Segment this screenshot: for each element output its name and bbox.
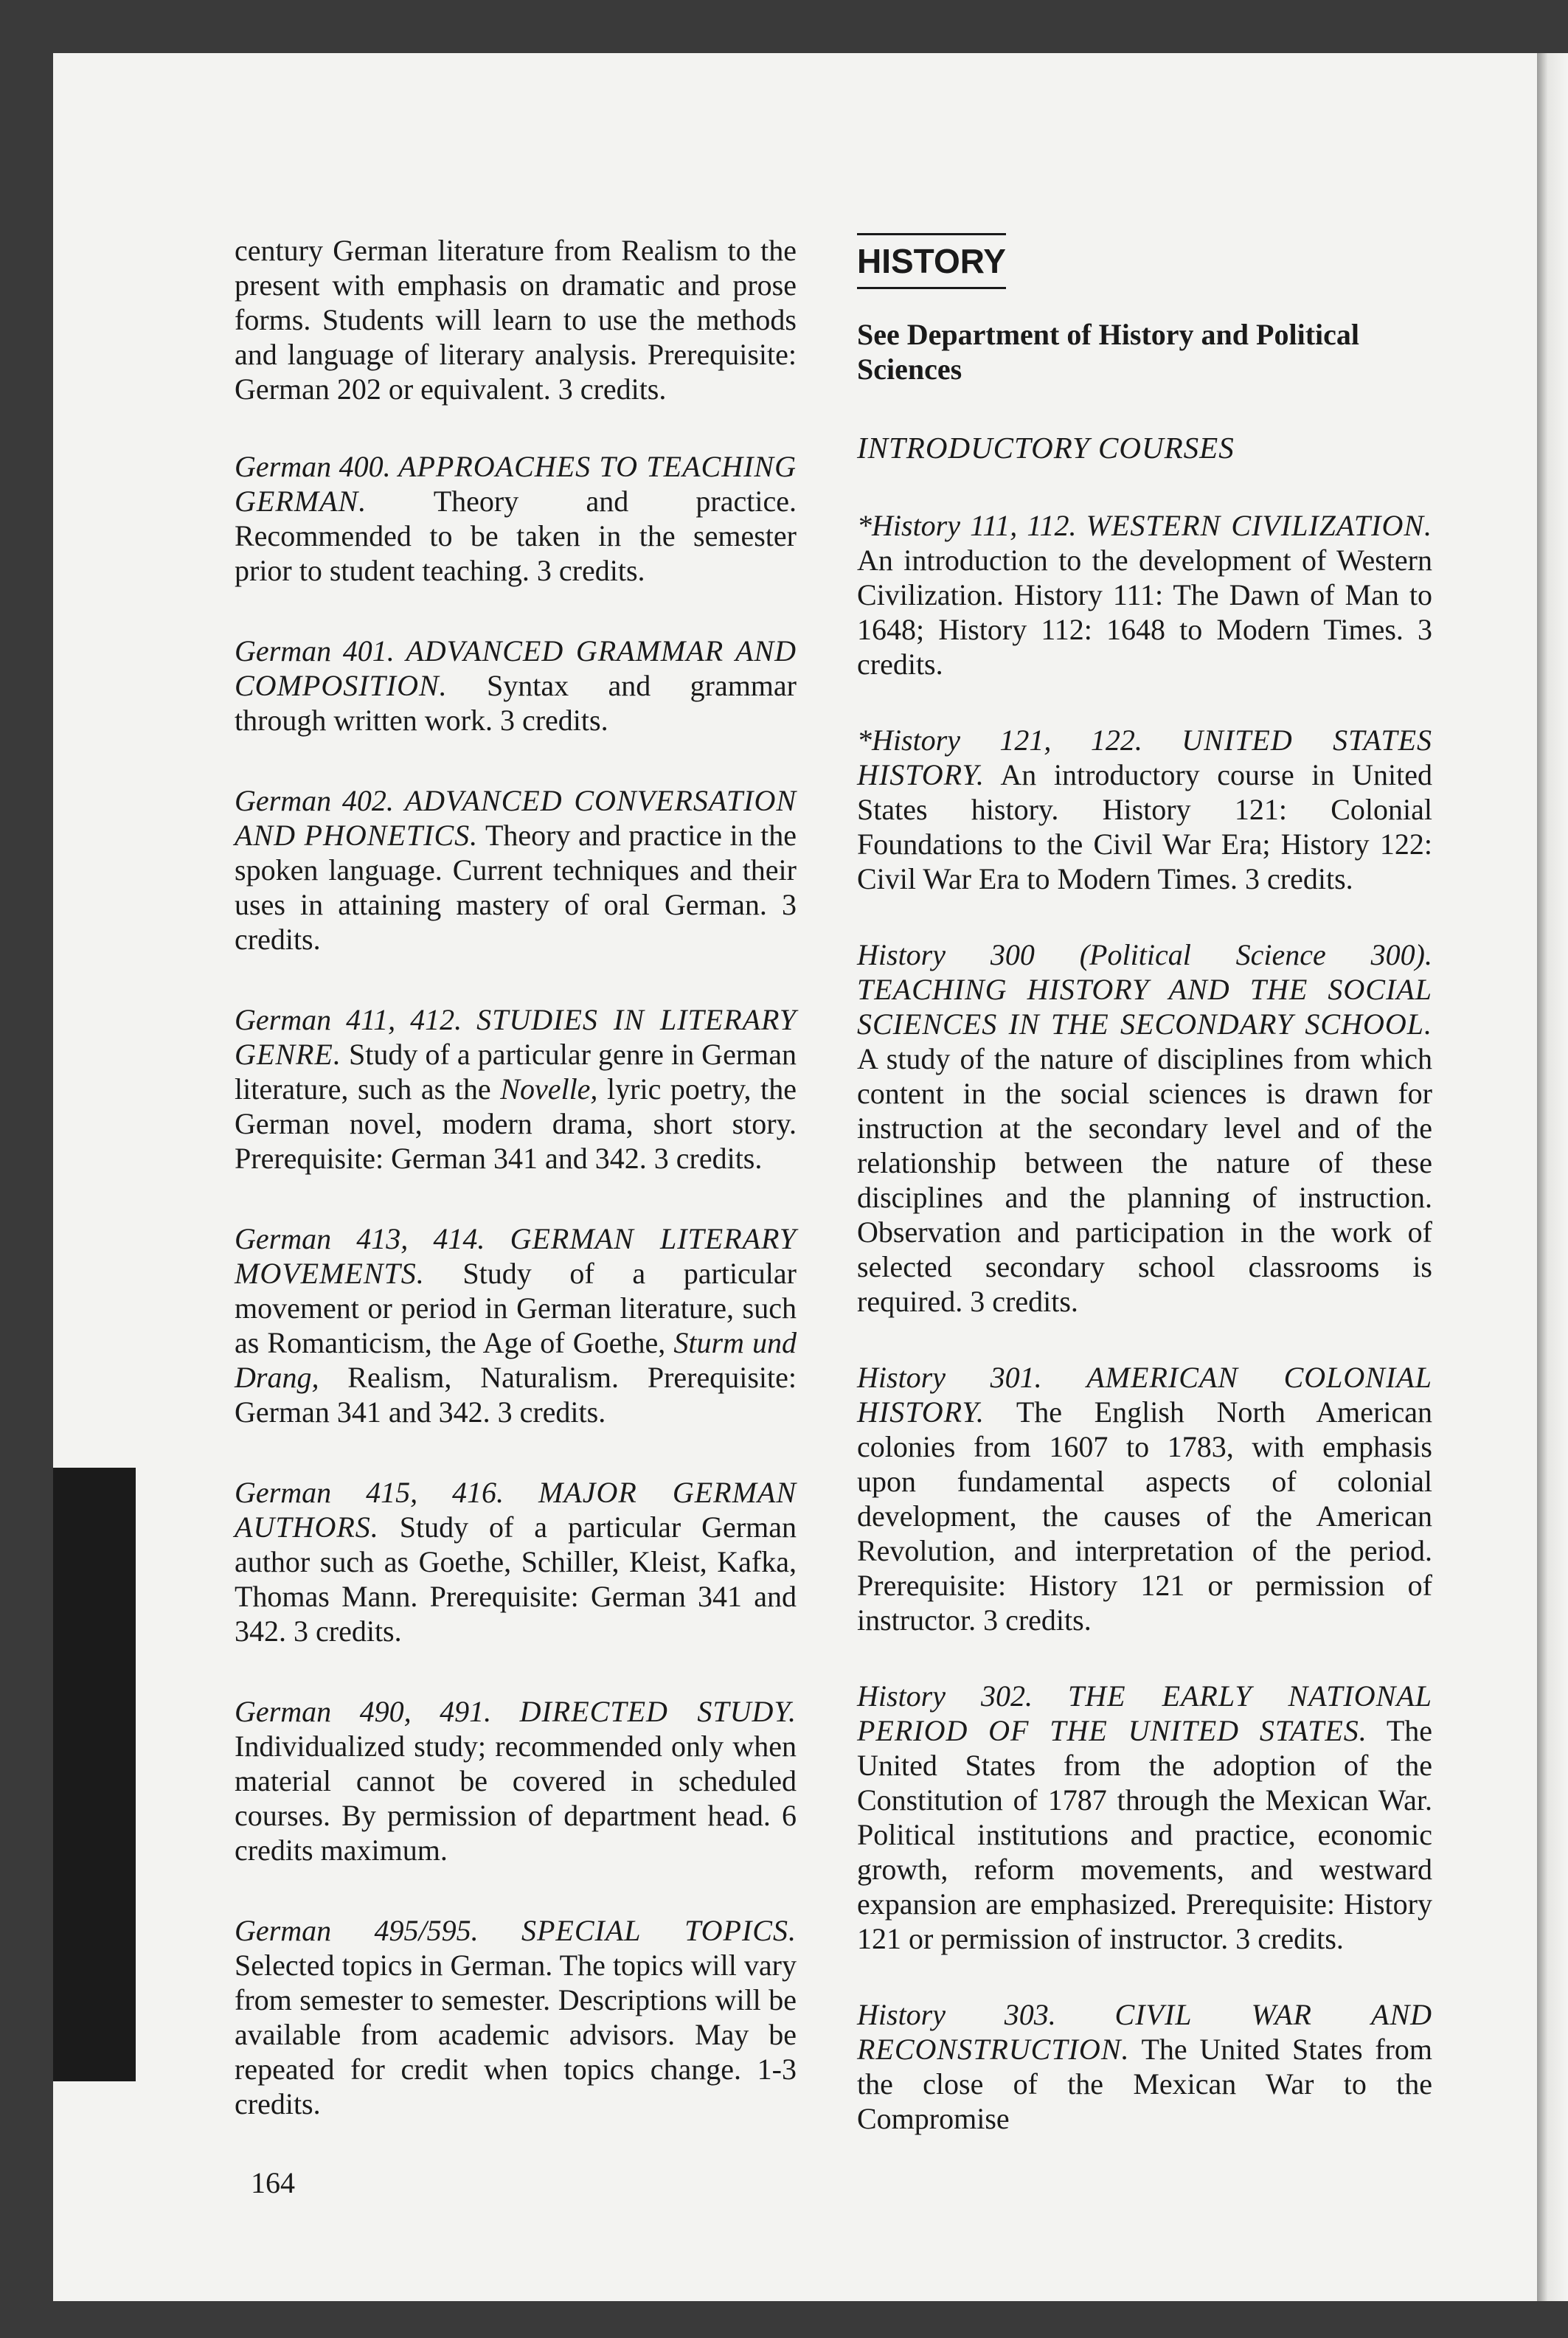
course-title: THE EARLY NATIONAL PERIOD OF THE UNITED STATES. — [857, 1679, 1432, 1747]
course-description: Selected topics in German. The topics will vary from semester to semester. Descriptions will be available from academic advisors. May be repeated for credit when topics change. 1-3 credits. — [235, 1949, 797, 2120]
course-number: History 301. — [857, 1361, 1042, 1394]
course-entry — [857, 937, 1432, 1319]
course-number: History 303. — [857, 1998, 1056, 2031]
subsection-heading: INTRODUCTORY COURSES — [857, 431, 1235, 465]
course-title: ADVANCED CONVERSATION AND PHONETICS. — [235, 784, 797, 852]
page-edge-tab — [53, 1468, 136, 2081]
course-entry — [857, 508, 1432, 681]
course-number: German 413, 414. — [235, 1222, 485, 1255]
course-entry — [857, 1997, 1432, 2136]
adjacent-page-edge — [1537, 53, 1568, 2301]
course-number: German 401. — [235, 634, 395, 667]
course-description: Theory and practice in the spoken language. Current techniques and their uses in attaining mastery of oral German. 3 credits. — [235, 819, 797, 956]
section-heading: HISTORY — [857, 233, 1006, 289]
course-number: German 415, 416. — [235, 1476, 504, 1509]
course-number: German 490, 491. — [235, 1695, 492, 1728]
course-description: An introduction to the development of Western Civilization. History 111: The Dawn of Man to 1648; History 112: 1648 to Modern Times. 3 credits. — [857, 544, 1432, 681]
course-number: *History 121, 122. — [857, 724, 1142, 757]
course-title: DIRECTED STUDY. — [519, 1695, 797, 1728]
course-title: APPROACHES TO TEACHING GERMAN. — [235, 450, 797, 518]
course-number: German 411, 412. — [235, 1003, 462, 1036]
course-entry — [235, 1221, 797, 1429]
course-description: The United States from the close of the Mexican War to the Compromise — [857, 2033, 1432, 2135]
course-description: Study of a particular German author such as Goethe, Schiller, Kleist, Kafka, Thomas Mann. Prerequisite: German 341 and 342. 3 credits. — [235, 1510, 797, 1648]
page-number: 164 — [251, 2166, 295, 2199]
course-entry — [235, 783, 797, 957]
course-description-italic: Sturm und Drang, — [235, 1326, 797, 1394]
course-title: TEACHING HISTORY AND THE SOCIAL SCIENCES IN THE SECONDARY SCHOOL. — [857, 973, 1432, 1041]
course-title: WESTERN CIVILIZATION. — [1086, 509, 1433, 542]
course-number: History 302. — [857, 1679, 1033, 1713]
course-title: GERMAN LITERARY MOVEMENTS. — [235, 1222, 797, 1290]
course-entry — [235, 1002, 797, 1176]
course-title: MAJOR GERMAN AUTHORS. — [235, 1476, 797, 1544]
course-description: Individualized study; recommended only when material cannot be covered in scheduled courses. By permission of department head. 6 credits maximum. — [235, 1730, 797, 1867]
course-description: Study of a particular genre in German literature, such as the — [235, 1038, 797, 1106]
course-entry — [235, 634, 797, 738]
course-number: *History 111, 112. — [857, 509, 1077, 542]
course-description: The United States from the adoption of the Constitution of 1787 through the Mexican War. Political institutions and practice, economic growth, reform movements, and westward expansion are emphasized. Prerequisite: History 121 or permission of instructor. 3 credits. — [857, 1714, 1433, 1955]
left-column — [235, 233, 797, 2167]
course-description: The English North American colonies from 1607 to 1783, with emphasis upon fundamental aspects of colonial development, the causes of the American Revolution, and interpretation of the period. Prerequisite: History 121 or permission of instructor. 3 credits. — [857, 1395, 1432, 1637]
course-title: UNITED STATES HISTORY. — [857, 724, 1433, 791]
right-column — [857, 233, 1432, 2177]
course-description: Theory and practice. Recommended to be taken in the semester prior to student teaching. 3 credits. — [235, 485, 797, 587]
course-entry — [235, 1694, 797, 1867]
course-title: SPECIAL TOPICS. — [521, 1914, 797, 1947]
course-description: A study of the nature of disciplines from which content in the social sciences is drawn for instruction at the secondary level and of the relationship between the nature of these disciplines and the planning of instruction. Observation and participation in the work of selected secondary school classrooms is required. 3 credits. — [857, 1042, 1432, 1318]
course-entry — [235, 449, 797, 588]
course-number: German 400. — [235, 450, 391, 483]
course-description: An introductory course in United States history. History 121: Colonial Foundations to the Civil War Era; History 122: Civil War Era to Modern Times. 3 credits. — [857, 758, 1432, 895]
course-title: STUDIES IN LITERARY GENRE. — [235, 1003, 797, 1071]
course-entry — [857, 723, 1432, 896]
continuation-paragraph: century German literature from Realism to the present with emphasis on dramatic and prose forms. Students will learn to use the methods and language of literary analysis. Prerequisite: German 202 or equivalent. 3 credits. — [235, 234, 797, 406]
course-entry — [857, 1360, 1432, 1637]
course-description: Study of a particular movement or period in German literature, such as Romanticism, the Age of Goethe, — [235, 1257, 797, 1359]
course-description: Syntax and grammar through written work. 3 credits. — [235, 669, 797, 737]
course-entry — [857, 1679, 1432, 1956]
course-title: CIVIL WAR AND RECONSTRUCTION. — [857, 1998, 1433, 2066]
course-description: lyric poetry, the German novel, modern drama, short story. Prerequisite: German 341 and 342. 3 credits. — [235, 1072, 797, 1175]
course-entry — [235, 1475, 797, 1648]
course-description-italic: Novelle, — [500, 1072, 598, 1106]
course-number: German 495/595. — [235, 1914, 479, 1947]
course-number: History 300 (Political Science 300). — [857, 938, 1432, 971]
course-number: German 402. — [235, 784, 394, 817]
see-also-note: See Department of History and Political Sciences — [857, 318, 1359, 386]
course-title: ADVANCED GRAMMAR AND COMPOSITION. — [235, 634, 797, 702]
course-entry — [235, 1913, 797, 2121]
course-description: Realism, Naturalism. Prerequisite: German 341 and 342. 3 credits. — [235, 1361, 797, 1429]
course-title: AMERICAN COLONIAL HISTORY. — [857, 1361, 1432, 1429]
